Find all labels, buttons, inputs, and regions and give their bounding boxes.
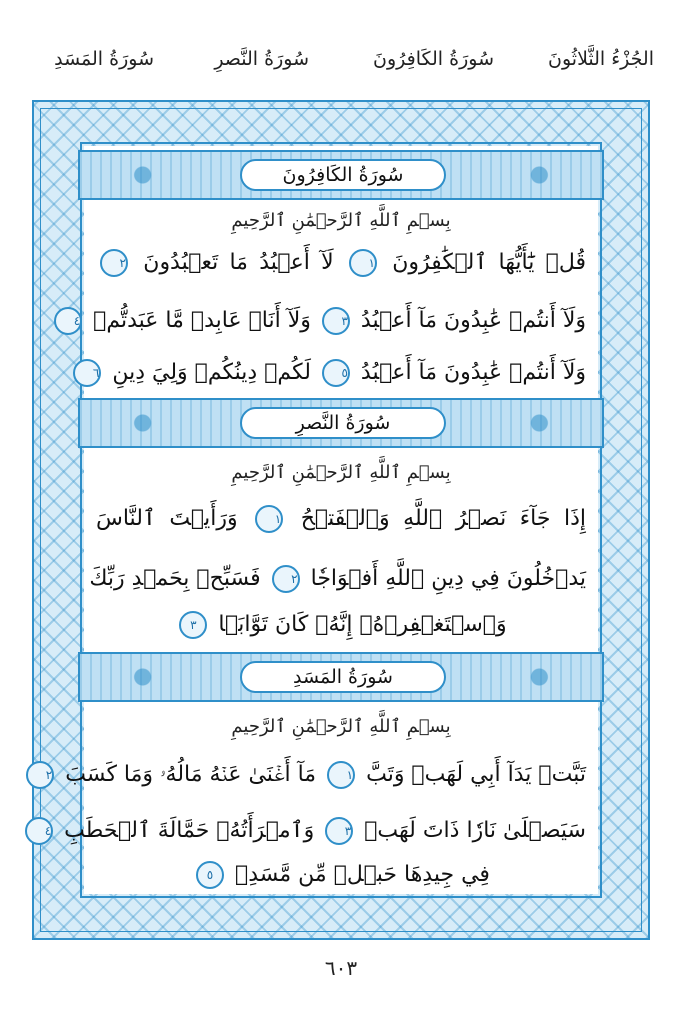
- basmala: بِسۡمِ ٱللَّهِ ٱلرَّحۡمَٰنِ ٱلرَّحِيمِ: [231, 462, 451, 483]
- verse-line: [45, 758, 586, 792]
- basmala: بِسۡمِ ٱللَّهِ ٱلرَّحۡمَٰنِ ٱلرَّحِيمِ: [231, 210, 451, 231]
- text-area: [44, 146, 598, 894]
- verse-text: قُلۡ يَٰٓأَيُّهَا ٱلۡكَٰفِرُونَ: [392, 250, 586, 275]
- verse-text: يَدۡخُلُونَ فِي دِينِ ٱللَّهِ أَفۡوَاجٗا: [310, 566, 586, 591]
- surah-title-kafirun: سُورَةُ الكَافِرُونَ: [240, 159, 446, 191]
- verse-line: [96, 608, 586, 642]
- surah-title-nasr: سُورَةُ النَّصرِ: [240, 407, 446, 439]
- ayah-marker: ٣: [325, 817, 353, 845]
- ornamental-frame: [32, 100, 650, 940]
- header-surah-masad: سُورَةُ المَسَدِ: [54, 48, 154, 70]
- verse-line: [89, 562, 586, 596]
- verse-text: سَيَصۡلَىٰ نَارٗا ذَاتَ لَهَبٖ: [364, 818, 586, 843]
- juz-label: الجُزْءُ الثَّلاثُونَ: [548, 48, 654, 70]
- verse-text: وَٱسۡتَغۡفِرۡهُۚ إِنَّهُۥ كَانَ تَوَّابَۢا: [218, 612, 507, 637]
- verse-text: إِذَا جَآءَ نَصۡرُ ٱللَّهِ وَٱلۡفَتۡحُ: [300, 506, 586, 531]
- verse-text: لَآ أَعۡبُدُ مَا تَعۡبُدُونَ: [143, 250, 334, 275]
- ayah-marker: ٥: [322, 359, 350, 387]
- verse-text: لَكُمۡ دِينُكُمۡ وَلِيَ دِينِ: [112, 360, 311, 385]
- verse-text: فَسَبِّحۡ بِحَمۡدِ رَبِّكَ: [89, 566, 261, 591]
- verse-text: وَرَأَيۡتَ ٱلنَّاسَ: [96, 506, 238, 531]
- verse-line: [44, 814, 586, 848]
- verse-line: [96, 858, 586, 892]
- surah-title-masad: سُورَةُ المَسَدِ: [240, 661, 446, 693]
- page-number: ٦٠٣: [324, 956, 358, 980]
- verse-line: [96, 246, 586, 280]
- verse-text: وَلَآ أَنتُمۡ عَٰبِدُونَ مَآ أَعۡبُدُ: [360, 308, 586, 333]
- surah-banner-nasr: [78, 398, 604, 448]
- ayah-marker: ٤: [54, 307, 82, 335]
- header-surah-nasr: سُورَةُ النَّصرِ: [214, 48, 309, 70]
- ayah-marker: ١: [349, 249, 377, 277]
- ayah-marker: ١: [327, 761, 355, 789]
- ayah-marker: ٣: [322, 307, 350, 335]
- verse-text: وَلَآ أَنَا۠ عَابِدٞ مَّا عَبَدتُّمۡ: [93, 308, 311, 333]
- ayah-marker: ٦: [73, 359, 101, 387]
- verse-text: فِي جِيدِهَا حَبۡلٞ مِّن مَّسَدِۭ: [235, 862, 490, 887]
- verse-line: [96, 502, 586, 536]
- verse-text: وَٱمۡرَأَتُهُۥ حَمَّالَةَ ٱلۡحَطَبِ: [64, 818, 315, 843]
- verse-line: [92, 356, 586, 390]
- verse-text: مَآ أَغۡنَىٰ عَنۡهُ مَالُهُۥ وَمَا كَسَبَ: [65, 762, 317, 787]
- verse-text: تَبَّتۡ يَدَآ أَبِي لَهَبٖ وَتَبَّ: [366, 762, 586, 787]
- ayah-marker: ١: [255, 505, 283, 533]
- verse-text: وَلَآ أَنتُمۡ عَٰبِدُونَ مَآ أَعۡبُدُ: [360, 360, 586, 385]
- header-surah-kafirun: سُورَةُ الكَافِرُونَ: [373, 48, 494, 70]
- page-header: [18, 40, 664, 84]
- verse-line: [73, 304, 586, 338]
- ayah-marker: ٤: [25, 817, 53, 845]
- ayah-marker: ٢: [26, 761, 54, 789]
- ayah-marker: ٢: [100, 249, 128, 277]
- ayah-marker: ٥: [196, 861, 224, 889]
- basmala: بِسۡمِ ٱللَّهِ ٱلرَّحۡمَٰنِ ٱلرَّحِيمِ: [231, 716, 451, 737]
- ayah-marker: ٣: [179, 611, 207, 639]
- surah-banner-kafirun: [78, 150, 604, 200]
- ayah-marker: ٢: [272, 565, 300, 593]
- surah-banner-masad: [78, 652, 604, 702]
